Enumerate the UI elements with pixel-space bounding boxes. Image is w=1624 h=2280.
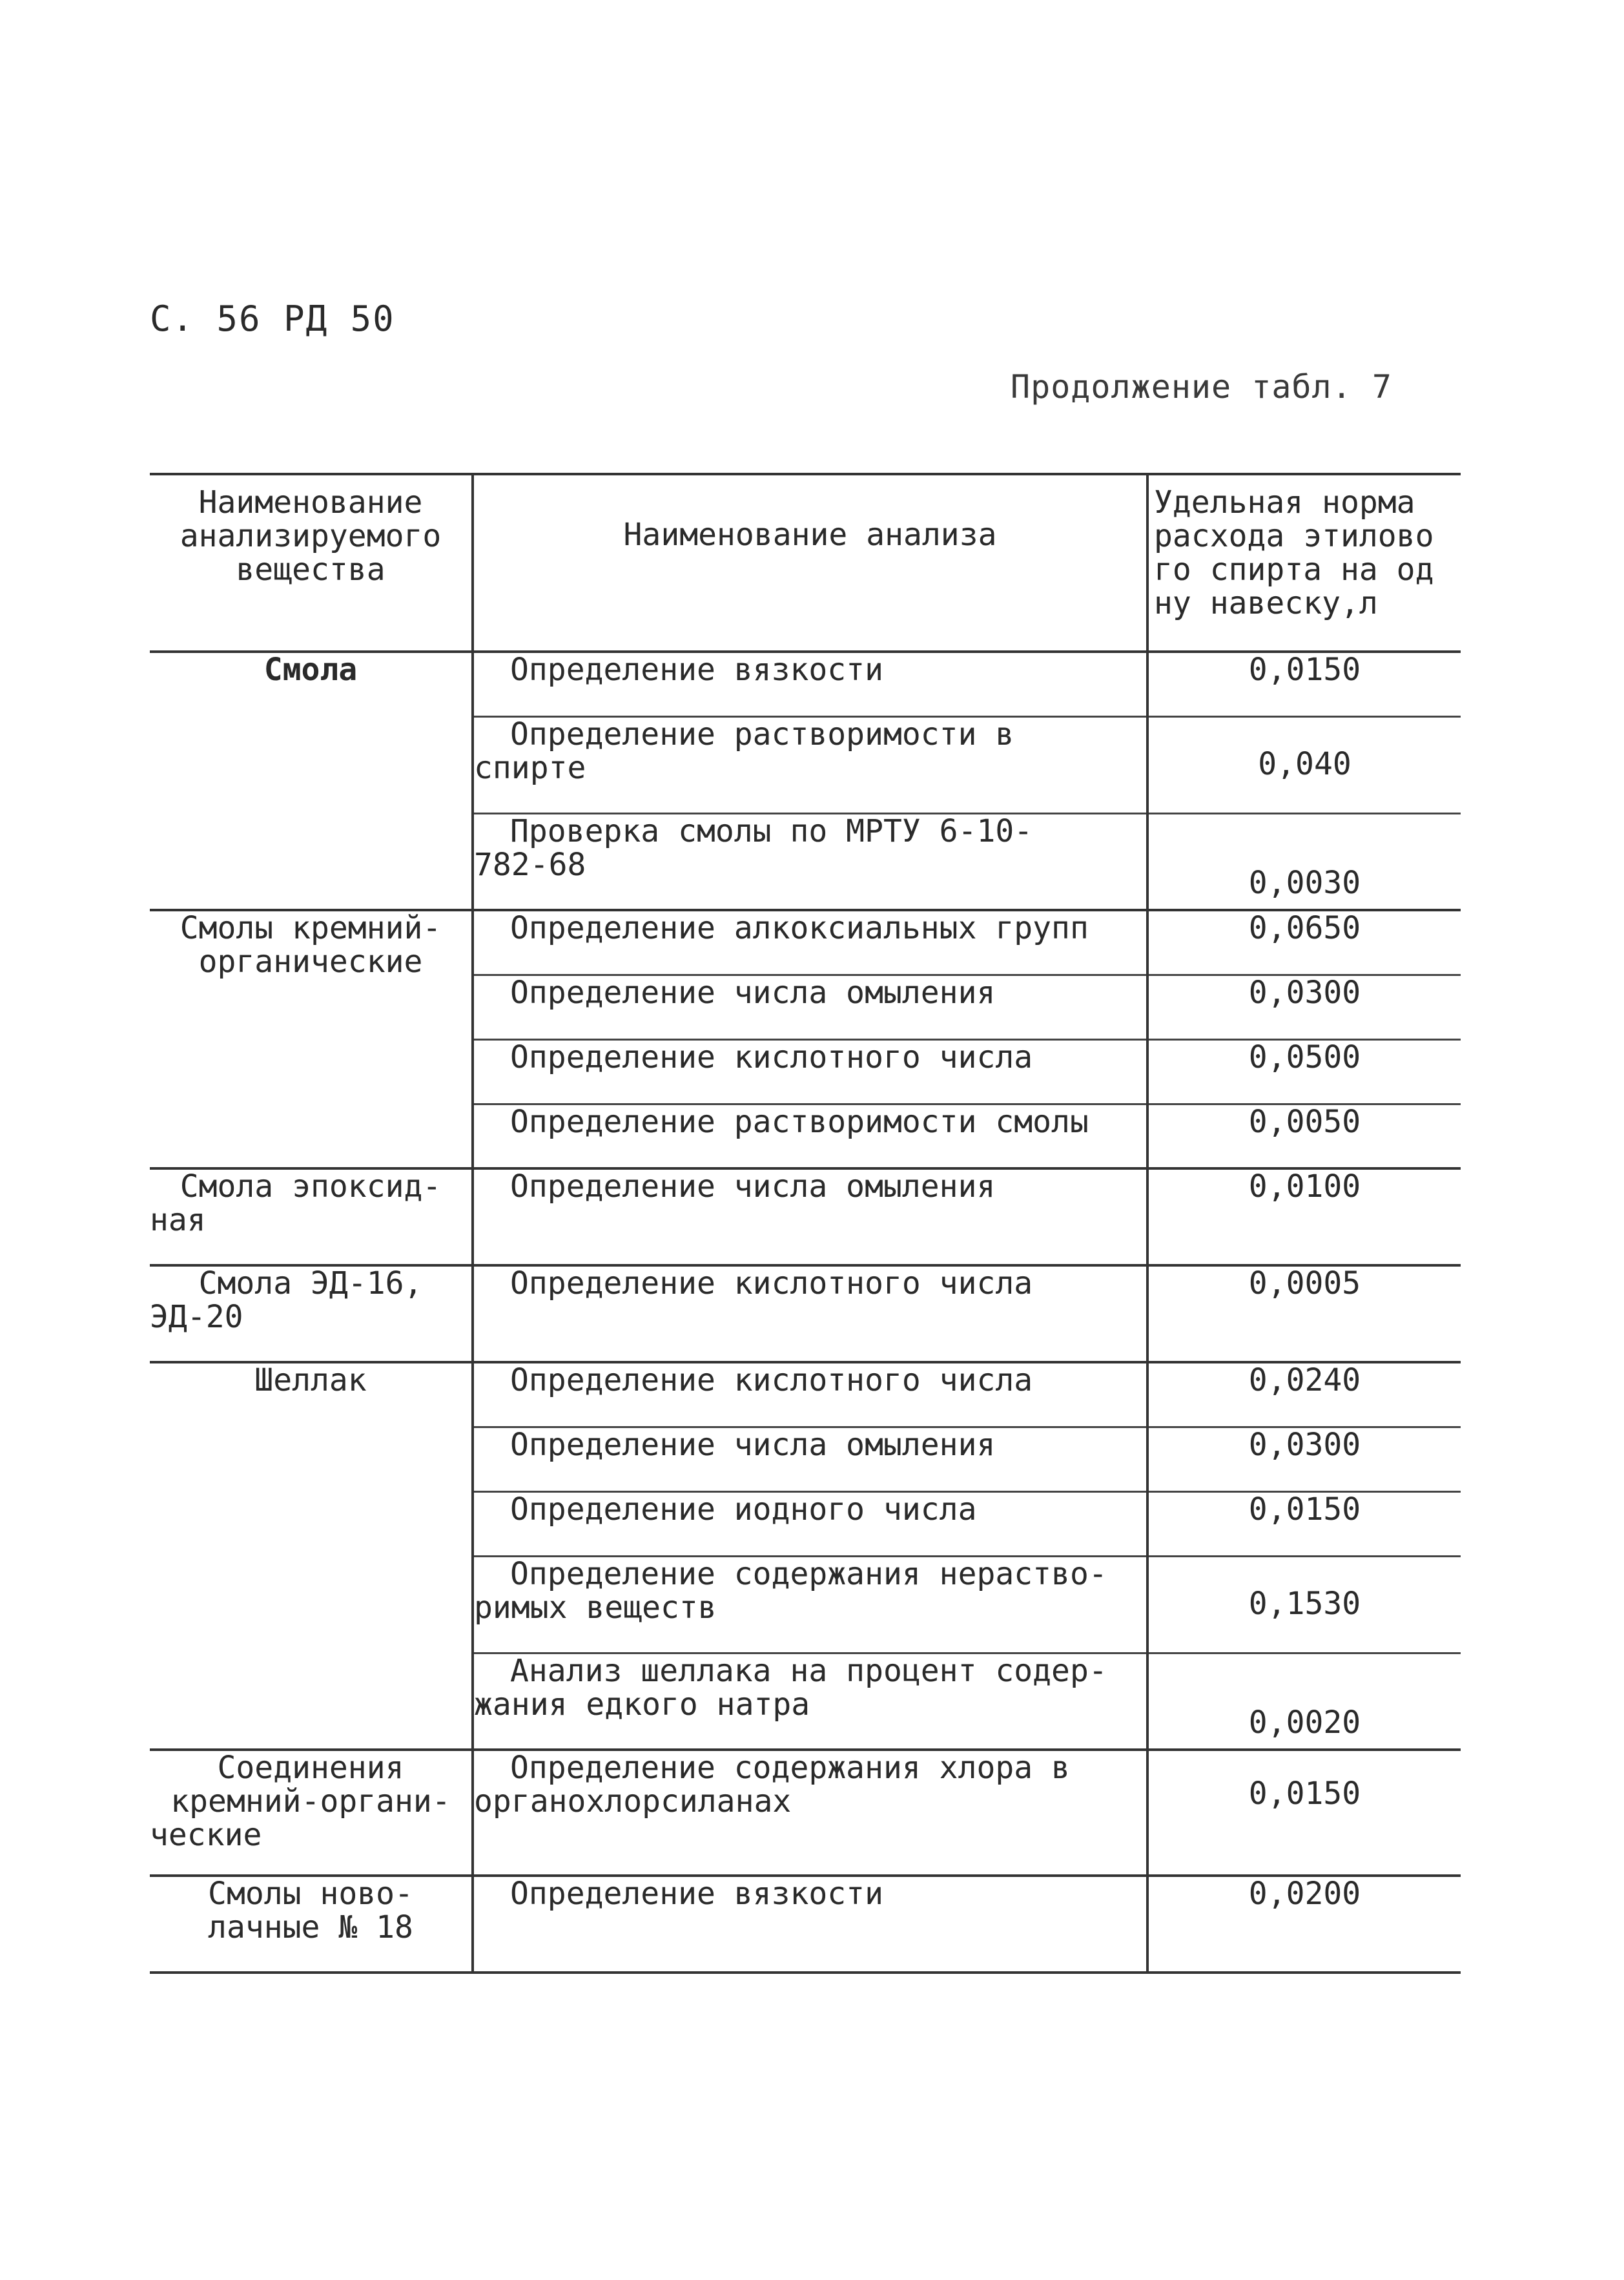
header-line: Наименование bbox=[198, 484, 423, 521]
analysis-cell bbox=[473, 1876, 1147, 1973]
analysis-line: Определение числа омыления bbox=[510, 1426, 996, 1463]
analysis-cell bbox=[473, 975, 1147, 1039]
norm-cell: 0,0650 bbox=[1147, 910, 1461, 975]
analysis-cell bbox=[473, 1556, 1147, 1653]
substance-cell bbox=[150, 1876, 473, 1973]
substance-line: Соединения bbox=[217, 1750, 404, 1786]
norm-cell: 0,0500 bbox=[1147, 1039, 1461, 1104]
analysis-line: Определение кислотного числа bbox=[510, 1039, 1033, 1075]
norm-cell: 0,0005 bbox=[1147, 1265, 1461, 1362]
analysis-cell bbox=[473, 1653, 1147, 1750]
norm-cell: 0,040 bbox=[1147, 716, 1461, 813]
header-line: Удельная норма bbox=[1154, 484, 1415, 521]
analysis-line: Определение вязкости bbox=[510, 652, 883, 688]
analysis-line: 782-68 bbox=[474, 846, 586, 883]
column-header-norm bbox=[1147, 474, 1461, 652]
norm-cell: 0,0200 bbox=[1147, 1876, 1461, 1973]
analysis-line: органохлорсиланах bbox=[474, 1783, 792, 1819]
norm-cell: 0,0100 bbox=[1147, 1168, 1461, 1265]
norm-cell: 0,0150 bbox=[1147, 652, 1461, 716]
analysis-cell bbox=[473, 1750, 1147, 1876]
norm-cell: 0,0240 bbox=[1147, 1362, 1461, 1427]
norm-cell: 0,0020 bbox=[1147, 1653, 1461, 1750]
table-row bbox=[150, 1168, 1461, 1265]
substance-line: ЭД-20 bbox=[150, 1299, 243, 1335]
analysis-line: Определение содержания нераство- bbox=[510, 1555, 1107, 1592]
substance-line: Смола ЭД-16, bbox=[198, 1265, 423, 1301]
header-line: расхода этилово bbox=[1154, 518, 1434, 554]
page-header: С. 56 РД 50 bbox=[150, 298, 395, 339]
substance-cell bbox=[150, 1168, 473, 1265]
norm-cell: 0,0030 bbox=[1147, 813, 1461, 910]
analysis-line: Определение растворимости смолы bbox=[510, 1103, 1089, 1140]
substance-line: органические bbox=[198, 944, 423, 980]
analysis-line: Проверка смолы по МРТУ 6-10- bbox=[510, 813, 1033, 849]
analysis-cell bbox=[473, 1491, 1147, 1556]
analysis-line: Определение вязкости bbox=[510, 1876, 883, 1912]
analysis-cell bbox=[473, 1427, 1147, 1491]
substance-cell bbox=[150, 1265, 473, 1362]
analysis-cell bbox=[473, 1362, 1147, 1427]
norm-cell: 0,0150 bbox=[1147, 1750, 1461, 1876]
substance-line: Смола эпоксид- bbox=[180, 1168, 442, 1205]
alcohol-norms-table bbox=[150, 473, 1461, 1974]
analysis-line: спирте bbox=[474, 749, 586, 786]
analysis-line: Определение числа омыления bbox=[510, 1168, 996, 1205]
analysis-line: Определение кислотного числа bbox=[510, 1265, 1033, 1301]
table-row bbox=[150, 1362, 1461, 1427]
table-row bbox=[150, 1750, 1461, 1876]
analysis-cell bbox=[473, 910, 1147, 975]
analysis-line: Определение иодного числа bbox=[510, 1491, 977, 1528]
substance-line: Шеллак bbox=[254, 1362, 367, 1398]
column-header-substance bbox=[150, 474, 473, 652]
norm-cell: 0,0300 bbox=[1147, 1427, 1461, 1491]
substance-line: Смолы кремний- bbox=[180, 910, 442, 946]
substance-cell bbox=[150, 652, 473, 910]
substance-line: ческие bbox=[150, 1817, 262, 1853]
substance-line: ная bbox=[150, 1202, 206, 1238]
analysis-cell bbox=[473, 1265, 1147, 1362]
norm-cell: 0,0300 bbox=[1147, 975, 1461, 1039]
table-row bbox=[150, 1876, 1461, 1973]
header-line: Наименование анализа bbox=[623, 517, 997, 553]
analysis-cell bbox=[473, 652, 1147, 716]
substance-line: кремний-органи- bbox=[170, 1783, 451, 1819]
analysis-line: римых веществ bbox=[474, 1589, 717, 1626]
analysis-line: Определение содержания хлора в bbox=[510, 1750, 1070, 1786]
analysis-line: Анализ шеллака на процент содер- bbox=[510, 1652, 1107, 1689]
analysis-cell bbox=[473, 716, 1147, 813]
substance-line: Смолы ново- bbox=[208, 1876, 413, 1912]
substance-cell bbox=[150, 1362, 473, 1750]
header-line: вещества bbox=[236, 552, 385, 588]
norm-cell: 0,0150 bbox=[1147, 1491, 1461, 1556]
analysis-line: Определение растворимости в bbox=[510, 716, 1014, 752]
analysis-cell bbox=[473, 1039, 1147, 1104]
analysis-cell bbox=[473, 1168, 1147, 1265]
analysis-line: Определение числа омыления bbox=[510, 974, 996, 1011]
table-header bbox=[150, 474, 1461, 652]
analysis-line: Определение кислотного числа bbox=[510, 1362, 1033, 1398]
table-row bbox=[150, 910, 1461, 975]
table-row bbox=[150, 652, 1461, 716]
norm-cell: 0,1530 bbox=[1147, 1556, 1461, 1653]
analysis-line: Определение алкоксиальных групп bbox=[510, 910, 1089, 946]
table-continuation-label: Продолжение табл. 7 bbox=[1011, 368, 1392, 406]
analysis-line: жания едкого натра bbox=[474, 1686, 810, 1723]
substance-cell bbox=[150, 910, 473, 1168]
analysis-cell bbox=[473, 813, 1147, 910]
table-row bbox=[150, 1265, 1461, 1362]
substance-cell bbox=[150, 1750, 473, 1876]
substance-line: лачные № 18 bbox=[208, 1909, 413, 1945]
norm-cell: 0,0050 bbox=[1147, 1104, 1461, 1168]
substance-line: Смола bbox=[263, 652, 358, 688]
header-line: ну навеску,л bbox=[1154, 585, 1378, 621]
header-line: го спирта на од bbox=[1154, 552, 1434, 588]
column-header-analysis bbox=[473, 474, 1147, 652]
table-body bbox=[150, 652, 1461, 1973]
analysis-cell bbox=[473, 1104, 1147, 1168]
header-line: анализируемого bbox=[180, 518, 442, 554]
